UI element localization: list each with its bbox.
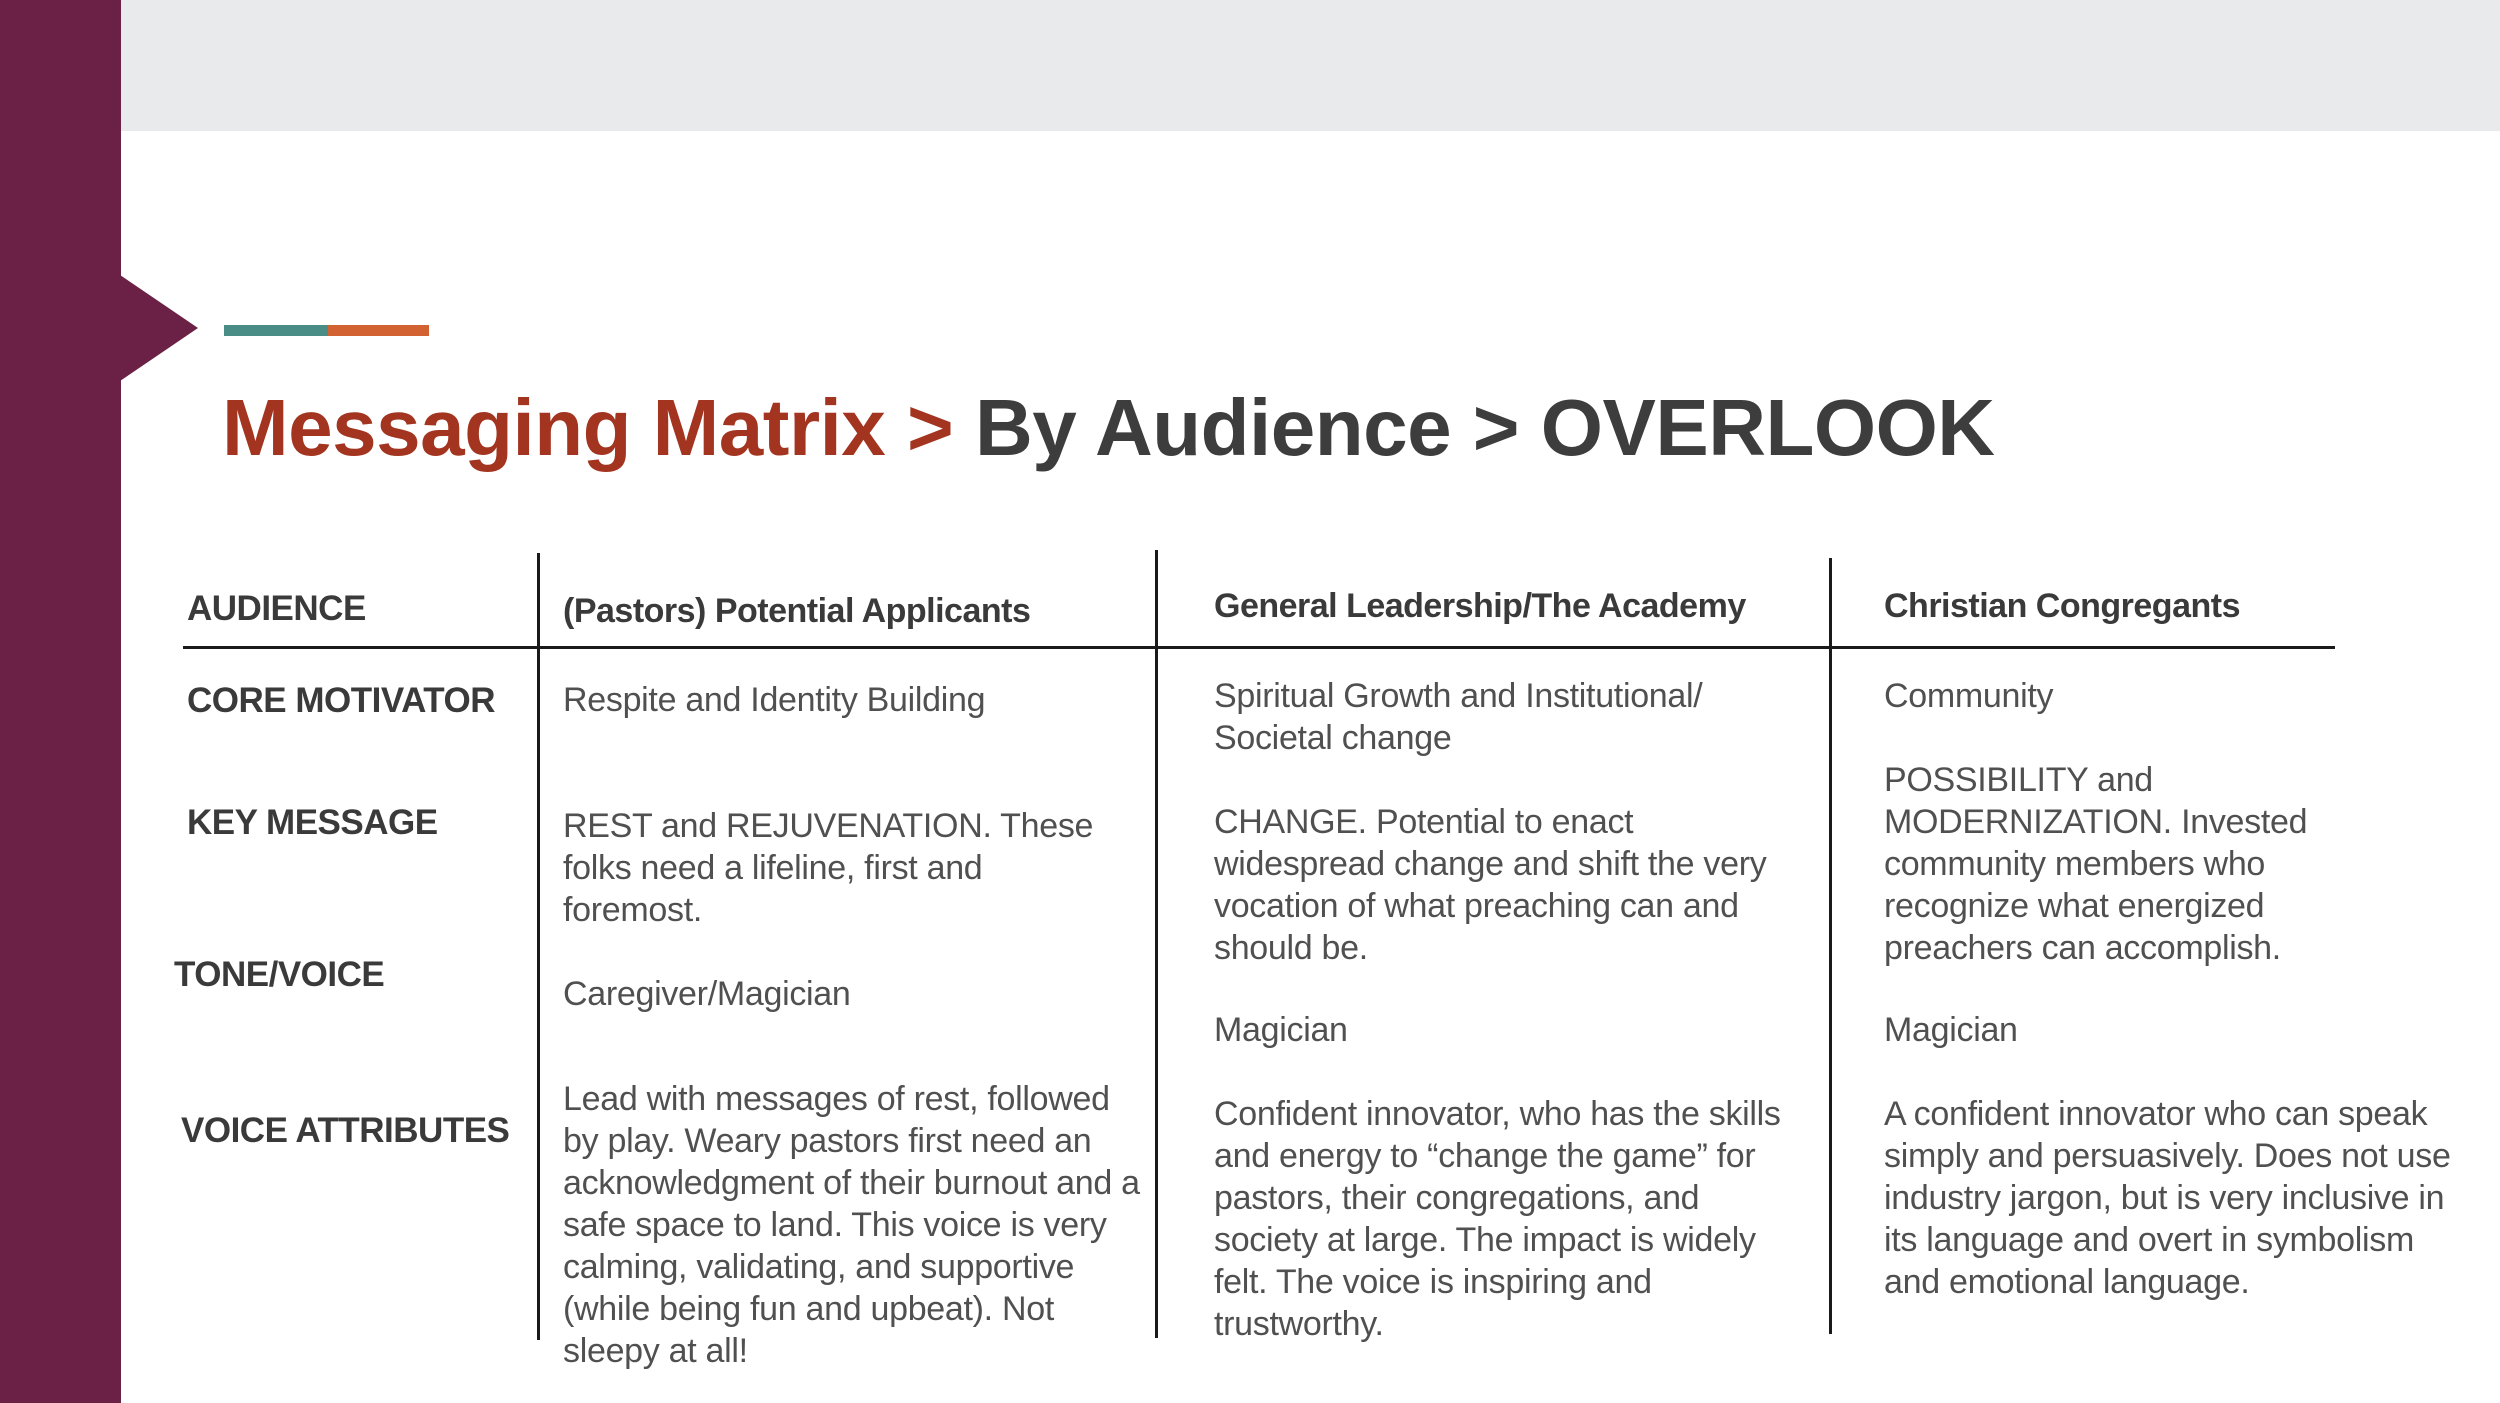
header-rule [183,646,2335,649]
column-header-general-leadership: General Leadership/The Academy [1214,587,1746,625]
row-header-audience: AUDIENCE [187,589,366,628]
row-header-voice-attributes: VOICE ATTRIBUTES [181,1111,510,1150]
top-banner [121,0,2500,131]
title-middle: By Audience [974,383,1452,472]
cell-key-message: POSSIBILITY and MODERNIZATION. Invested community members who recognize what energized preachers can accomplish. [1884,761,2308,967]
cell-key-message: CHANGE. Potential to enact widespread change and shift the very vocation of what preaching can and should be. [1214,803,1767,967]
row-header-tone-voice: TONE/VOICE [174,955,385,994]
column-header-pastors: (Pastors) Potential Applicants [563,592,1031,630]
column-header-christian-congregants: Christian Congregants [1884,587,2240,625]
cell-tone-voice: Magician [1214,1011,1348,1049]
row-header-core-motivator: CORE MOTIVATOR [187,681,495,720]
cell-tone-voice: Magician [1884,1011,2018,1049]
cell-core-motivator: Respite and Identity Building [563,681,986,719]
sidebar-band [0,0,121,1403]
cell-key-message: REST and REJUVENATION. These folks need a lifeline, first and foremost. [563,807,1094,929]
title-suffix: OVERLOOK [1540,383,1995,472]
cell-core-motivator: Community [1884,677,2054,715]
title-prefix: Messaging Matrix [222,383,886,472]
accent-bar-orange [328,325,429,336]
column-divider [1155,550,1158,1338]
column-divider [537,553,540,1340]
cell-voice-attributes: Lead with messages of rest, followed by play. Weary pastors first need an acknowledgment of their burnout and a safe space to land. This voice is very calming, validating, and supportive (while being fun and upbeat). Not sleepy at all! [563,1080,1140,1370]
sidebar-arrow [120,275,198,381]
cell-core-motivator: Spiritual Growth and Institutional/ Societal change [1214,677,1703,757]
title-separator: > [885,383,975,472]
page-title [222,382,1995,474]
cell-voice-attributes: A confident innovator who can speak simply and persuasively. Does not use industry jargon, but is very inclusive in its language and overt in symbolism and emotional language. [1884,1095,2451,1301]
row-header-key-message: KEY MESSAGE [187,803,438,842]
title-separator: > [1451,383,1541,472]
column-divider [1829,558,1832,1334]
cell-voice-attributes: Confident innovator, who has the skills and energy to “change the game” for pastors, their congregations, and society at large. The impact is widely felt. The voice is inspiring and trustworthy. [1214,1095,1781,1343]
accent-bar-teal [224,325,328,336]
cell-tone-voice: Caregiver/Magician [563,975,851,1013]
